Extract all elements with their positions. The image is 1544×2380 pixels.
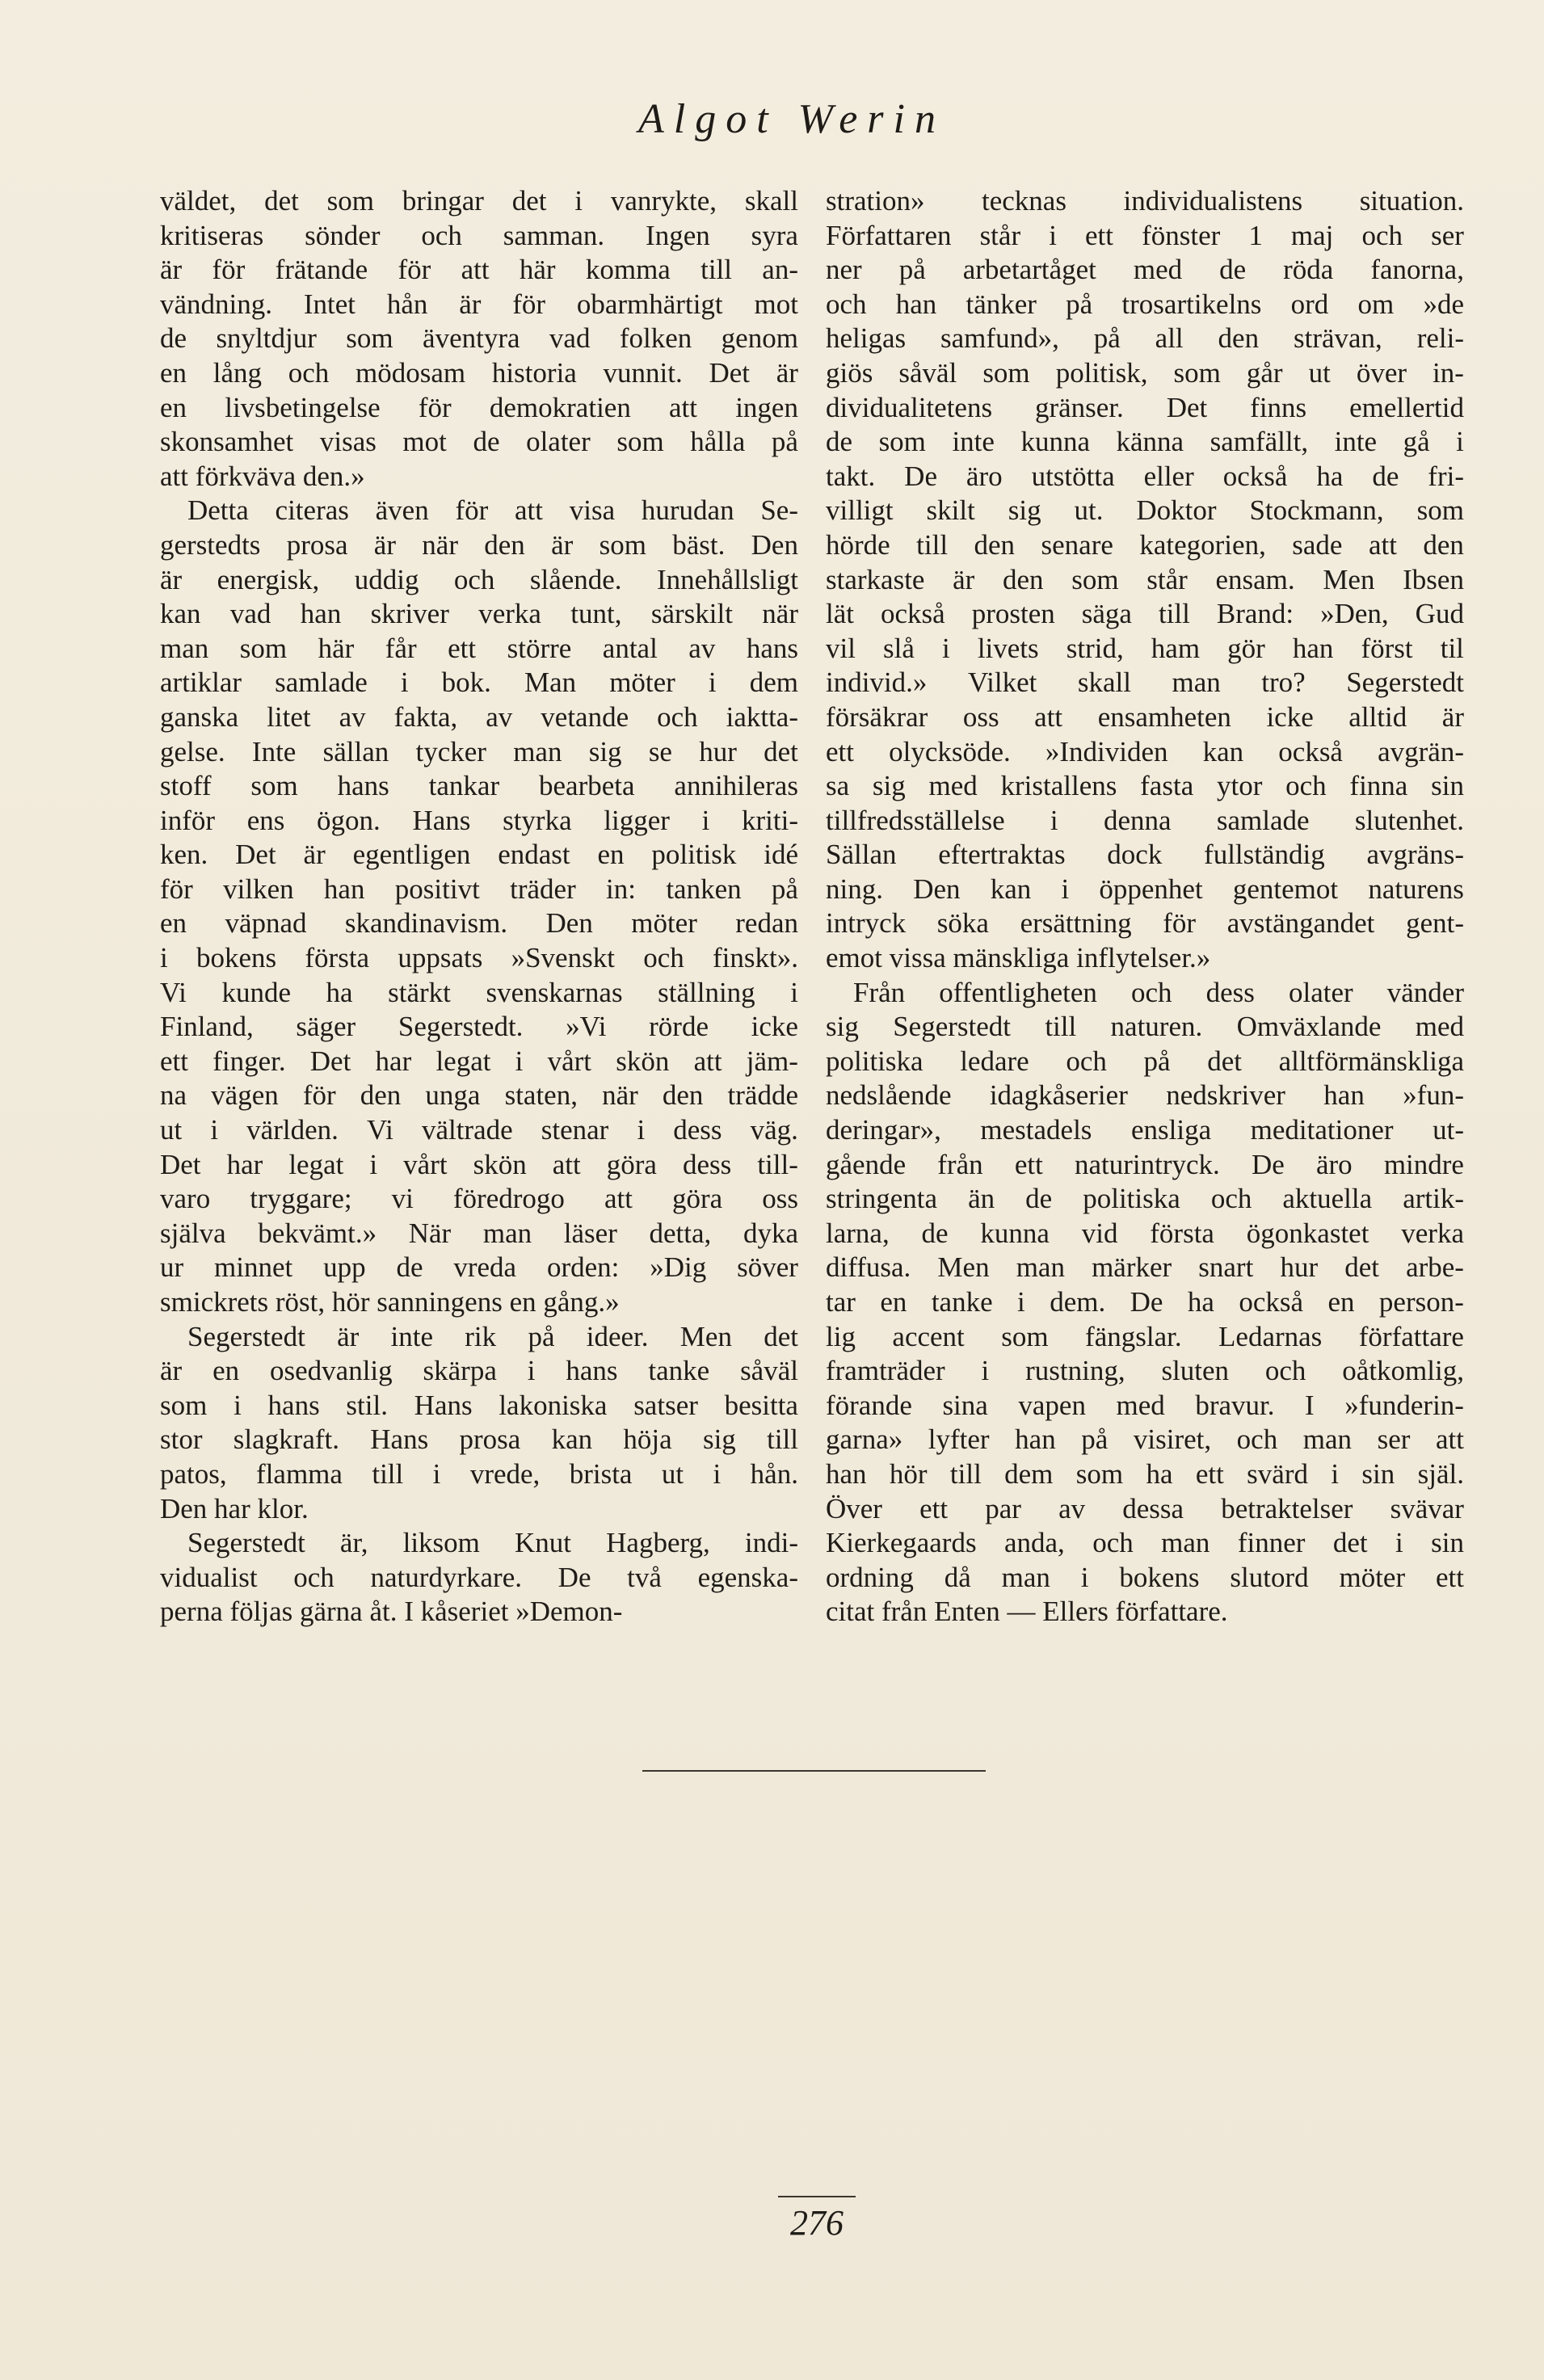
text-line: att förkväva den.»: [160, 460, 365, 492]
text-line: gerstedts prosa är när den är som bäst. Den: [160, 528, 798, 561]
page-number: 276: [790, 2203, 844, 2243]
text-line: kritiseras sönder och samman. Ingen syra: [160, 219, 798, 251]
text-line: ning. Den kan i öppenhet gentemot naturens: [826, 873, 1464, 905]
text-line: förande sina vapen med bravur. I »funderin-: [826, 1389, 1464, 1421]
text-line: Det har legat i vårt skön att göra dess till-: [160, 1148, 798, 1180]
text-line: Sällan eftertraktas dock fullständig avgräns-: [826, 839, 1464, 871]
text-line: varo tryggare; vi föredrogo att göra oss: [160, 1183, 798, 1215]
text-line: väldet, det som bringar det i vanrykte, skall: [160, 185, 798, 217]
page-number-rule: [778, 2196, 856, 2197]
text-line: deringar», mestadels ensliga meditationer ut-: [826, 1114, 1464, 1146]
text-line: stringenta än de politiska och aktuella artik-: [826, 1183, 1464, 1215]
text-line: är för frätande för att här komma till an-: [160, 254, 798, 286]
text-line: emot vissa mänskliga inflytelser.»: [826, 942, 1211, 974]
text-line: Segerstedt är inte rik på ideer. Men det: [187, 1320, 798, 1352]
text-line: tillfredsställelse i denna samlade slutenhet.: [826, 804, 1464, 836]
text-line: diffusa. Men man märker snart hur det arbe-: [826, 1251, 1464, 1284]
text-line: dividualitetens gränser. Det finns emellertid: [826, 391, 1464, 423]
text-line: vändning. Intet hån är för obarmhärtigt mot: [160, 288, 798, 320]
text-line: Över ett par av dessa betraktelser svävar: [826, 1492, 1464, 1524]
text-line: de snyltdjur som äventyra vad folken genom: [160, 322, 798, 355]
running-title: Algot Werin: [638, 96, 945, 142]
text-line: kan vad han skriver verka tunt, särskilt när: [160, 598, 798, 630]
text-line: i bokens första uppsats »Svenskt och finskt».: [160, 942, 798, 974]
text-line: som i hans stil. Hans lakoniska satser besitta: [160, 1389, 798, 1421]
text-line: ut i världen. Vi vältrade stenar i dess väg.: [160, 1114, 798, 1146]
text-line: Segerstedt är, liksom Knut Hagberg, indi-: [187, 1527, 798, 1559]
text-line: patos, flamma till i vrede, brista ut i hån.: [160, 1457, 798, 1490]
text-line: Kierkegaards anda, och man finner det i sin: [826, 1527, 1464, 1559]
text-line: Från offentligheten och dess olater vänder: [853, 976, 1464, 1008]
text-line: ner på arbetartåget med de röda fanorna,: [826, 254, 1464, 286]
text-line: gående från ett naturintryck. De äro mindre: [826, 1148, 1464, 1180]
text-line: är en osedvanlig skärpa i hans tanke såväl: [160, 1355, 798, 1387]
text-line: för vilken han positivt träder in: tanken på: [160, 873, 798, 905]
text-line: ett finger. Det har legat i vårt skön att jäm-: [160, 1045, 798, 1077]
text-line: lig accent som fängslar. Ledarnas författare: [826, 1320, 1464, 1352]
text-line: Finland, säger Segerstedt. »Vi rörde icke: [160, 1011, 798, 1043]
text-line: stration» tecknas individualistens situation.: [826, 185, 1464, 217]
left-text-column: [160, 184, 798, 1629]
text-line: ken. Det är egentligen endast en politisk idé: [160, 839, 798, 871]
text-line: man som här får ett större antal av hans: [160, 632, 798, 664]
text-line: takt. De äro utstötta eller också ha de fri-: [826, 460, 1464, 492]
text-line: citat från Enten — Ellers författare.: [826, 1596, 1228, 1628]
text-line: sig Segerstedt till naturen. Omväxlande med: [826, 1011, 1464, 1043]
text-line: vil slå i livets strid, ham gör han först til: [826, 632, 1464, 664]
text-line: de som inte kunna känna samfällt, inte gå i: [826, 426, 1464, 458]
text-line: ett olycksöde. »Individen kan också avgrän-: [826, 735, 1464, 767]
text-line: en väpnad skandinavism. Den möter redan: [160, 907, 798, 940]
text-line: Detta citeras även för att visa hurudan Se-: [187, 494, 798, 527]
text-line: starkaste är den som står ensam. Men Ibsen: [826, 563, 1464, 595]
text-line: vidualist och naturdyrkare. De två egenska-: [160, 1561, 798, 1593]
text-line: politiska ledare och på det alltförmänskliga: [826, 1045, 1464, 1077]
text-line: själva bekvämt.» När man läser detta, dyka: [160, 1217, 798, 1249]
text-line: stor slagkraft. Hans prosa kan höja sig till: [160, 1423, 798, 1456]
text-line: villigt skilt sig ut. Doktor Stockmann, som: [826, 494, 1464, 527]
text-line: försäkrar oss att ensamheten icke alltid är: [826, 700, 1464, 733]
text-line: stoff som hans tankar bearbeta annihileras: [160, 770, 798, 802]
text-line: inför ens ögon. Hans styrka ligger i kriti-: [160, 804, 798, 836]
text-line: nedslående idagkåserier nedskriver han »fun-: [826, 1079, 1464, 1112]
text-line: garna» lyfter han på visiret, och man ser att: [826, 1423, 1464, 1456]
right-text-column: [826, 184, 1464, 1629]
text-line: sa sig med kristallens fasta ytor och finna sin: [826, 770, 1464, 802]
text-line: och han tänker på trosartikelns ord om »de: [826, 288, 1464, 320]
text-line: lät också prosten säga till Brand: »Den, Gud: [826, 598, 1464, 630]
text-line: larna, de kunna vid första ögonkastet verka: [826, 1217, 1464, 1249]
text-line: Vi kunde ha stärkt svenskarnas ställning i: [160, 976, 798, 1008]
text-line: smickrets röst, hör sanningens en gång.»: [160, 1286, 620, 1318]
text-line: ur minnet upp de vreda orden: »Dig söver: [160, 1251, 798, 1284]
text-line: heligas samfund», på all den strävan, reli-: [826, 322, 1464, 355]
text-line: skonsamhet visas mot de olater som hålla på: [160, 426, 798, 458]
section-divider: [642, 1770, 986, 1772]
text-line: ordning då man i bokens slutord möter ett: [826, 1561, 1464, 1593]
text-line: giös såväl som politisk, som går ut över in-: [826, 356, 1464, 389]
text-line: en lång och mödosam historia vunnit. Det är: [160, 356, 798, 389]
text-line: är energisk, uddig och slående. Innehållsligt: [160, 563, 798, 595]
text-line: gelse. Inte sällan tycker man sig se hur det: [160, 735, 798, 767]
text-line: hörde till den senare kategorien, sade att den: [826, 528, 1464, 561]
text-line: framträder i rustning, sluten och oåtkomlig,: [826, 1355, 1464, 1387]
text-line: perna följas gärna åt. I kåseriet »Demon-: [160, 1596, 623, 1628]
text-line: ganska litet av fakta, av vetande och iaktta-: [160, 700, 798, 733]
text-line: tar en tanke i dem. De ha också en person-: [826, 1286, 1464, 1318]
text-line: Den har klor.: [160, 1492, 309, 1524]
text-line: en livsbetingelse för demokratien att ingen: [160, 391, 798, 423]
text-line: han hör till dem som ha ett svärd i sin själ.: [826, 1457, 1464, 1490]
text-line: individ.» Vilket skall man tro? Segerstedt: [826, 666, 1464, 699]
text-line: na vägen för den unga staten, när den trädde: [160, 1079, 798, 1112]
text-line: artiklar samlade i bok. Man möter i dem: [160, 666, 798, 699]
text-line: Författaren står i ett fönster 1 maj och ser: [826, 219, 1464, 251]
text-line: intryck söka ersättning för avstängandet gent-: [826, 907, 1464, 940]
